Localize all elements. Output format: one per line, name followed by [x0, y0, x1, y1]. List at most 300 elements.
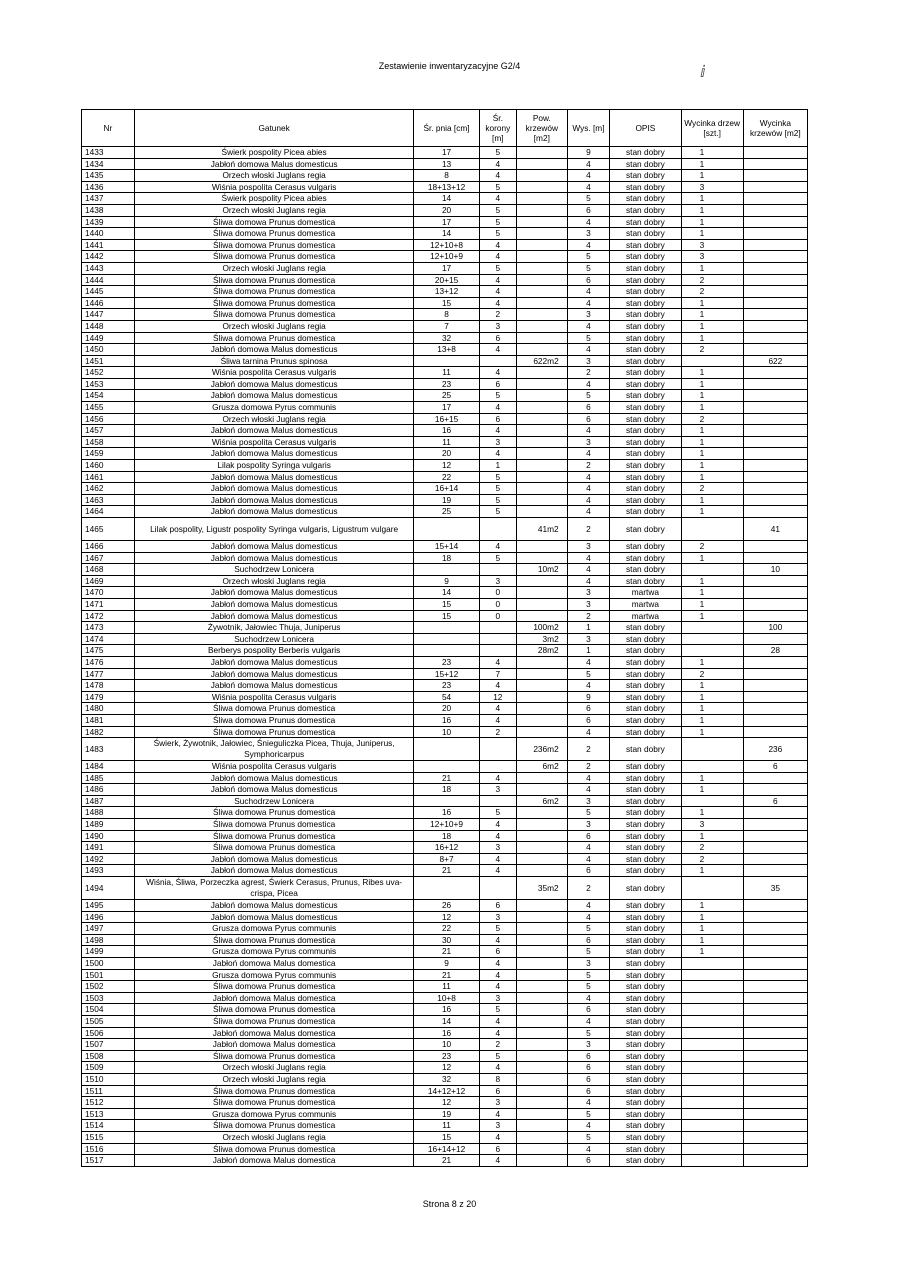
table-row — [82, 1131, 808, 1143]
cell-nr: 1503 — [82, 992, 135, 1004]
cell-tree-removal — [681, 992, 743, 1004]
cell-nr: 1511 — [82, 1085, 135, 1097]
cell-tree-removal: 3 — [681, 239, 743, 251]
cell-species: Śliwa domowa Prunus domestica — [134, 228, 414, 240]
cell-crown: 4 — [479, 251, 516, 263]
cell-area — [516, 1155, 567, 1167]
cell-opis: stan dobry — [610, 1120, 681, 1132]
cell-trunk: 16 — [414, 714, 479, 726]
cell-species: Śliwa domowa Prunus domestica — [134, 830, 414, 842]
cell-tree-removal: 1 — [681, 402, 743, 414]
cell-shrub-removal — [743, 1004, 807, 1016]
cell-species: Jabłoń domowa Malus domesticus — [134, 390, 414, 402]
cell-height: 3 — [567, 633, 609, 645]
cell-nr: 1479 — [82, 691, 135, 703]
cell-nr: 1439 — [82, 216, 135, 228]
cell-tree-removal: 1 — [681, 193, 743, 205]
cell-height: 6 — [567, 714, 609, 726]
cell-height: 6 — [567, 1155, 609, 1167]
cell-species: Jabłoń domowa Malus domestica — [134, 1027, 414, 1039]
cell-opis: stan dobry — [610, 297, 681, 309]
cell-species: Jabłoń domowa Malus domestica — [134, 992, 414, 1004]
cell-area — [516, 575, 567, 587]
cell-species: Śliwa domowa Prunus domestica — [134, 934, 414, 946]
cell-opis: stan dobry — [610, 1062, 681, 1074]
header-gatunek: Gatunek — [134, 110, 414, 147]
cell-height: 4 — [567, 471, 609, 483]
cell-trunk: 14 — [414, 193, 479, 205]
table-row — [82, 923, 808, 935]
cell-trunk: 16 — [414, 1004, 479, 1016]
cell-species: Grusza domowa Pyrus communis — [134, 1108, 414, 1120]
cell-crown: 5 — [479, 204, 516, 216]
table-row — [82, 1027, 808, 1039]
cell-crown: 5 — [479, 494, 516, 506]
cell-trunk: 10 — [414, 726, 479, 738]
table-row — [82, 390, 808, 402]
cell-shrub-removal — [743, 575, 807, 587]
cell-opis: stan dobry — [610, 726, 681, 738]
cell-crown: 4 — [479, 402, 516, 414]
cell-shrub-removal — [743, 726, 807, 738]
cell-species: Śliwa domowa Prunus domestica — [134, 1004, 414, 1016]
cell-area — [516, 228, 567, 240]
cell-crown: 4 — [479, 934, 516, 946]
cell-area — [516, 842, 567, 854]
table-row — [82, 981, 808, 993]
cell-tree-removal: 1 — [681, 680, 743, 692]
cell-area — [516, 680, 567, 692]
cell-height: 4 — [567, 286, 609, 298]
table-row — [82, 575, 808, 587]
cell-tree-removal: 1 — [681, 946, 743, 958]
cell-area — [516, 923, 567, 935]
cell-crown: 3 — [479, 911, 516, 923]
cell-area — [516, 1050, 567, 1062]
cell-trunk: 16+14 — [414, 483, 479, 495]
cell-nr: 1471 — [82, 598, 135, 610]
cell-trunk: 25 — [414, 506, 479, 518]
cell-opis: stan dobry — [610, 286, 681, 298]
cell-trunk: 7 — [414, 320, 479, 332]
cell-height: 4 — [567, 911, 609, 923]
cell-tree-removal — [681, 518, 743, 541]
cell-crown — [479, 795, 516, 807]
table-row — [82, 587, 808, 599]
cell-opis: stan dobry — [610, 645, 681, 657]
cell-trunk: 30 — [414, 934, 479, 946]
cell-crown: 6 — [479, 900, 516, 912]
cell-area — [516, 193, 567, 205]
cell-species: Jabłoń domowa Malus domesticus — [134, 506, 414, 518]
cell-height: 4 — [567, 552, 609, 564]
cell-tree-removal — [681, 958, 743, 970]
cell-trunk: 22 — [414, 923, 479, 935]
cell-trunk: 21 — [414, 1155, 479, 1167]
cell-height: 2 — [567, 761, 609, 773]
cell-species: Wiśnia pospolita Cerasus vulgaris — [134, 691, 414, 703]
cell-tree-removal: 3 — [681, 181, 743, 193]
cell-species: Orzech włoski Juglans regia — [134, 575, 414, 587]
cell-area — [516, 448, 567, 460]
cell-opis: stan dobry — [610, 518, 681, 541]
cell-area — [516, 1097, 567, 1109]
cell-nr: 1495 — [82, 900, 135, 912]
cell-species: Świerk pospolity Picea abies — [134, 147, 414, 159]
cell-height: 5 — [567, 807, 609, 819]
cell-crown: 4 — [479, 1062, 516, 1074]
cell-nr: 1442 — [82, 251, 135, 263]
cell-nr: 1455 — [82, 402, 135, 414]
table-row — [82, 1097, 808, 1109]
cell-height: 3 — [567, 436, 609, 448]
cell-species: Wiśnia pospolita Cerasus vulgaris — [134, 181, 414, 193]
table-row — [82, 865, 808, 877]
cell-shrub-removal — [743, 772, 807, 784]
cell-shrub-removal: 236 — [743, 738, 807, 761]
cell-opis: stan dobry — [610, 216, 681, 228]
cell-crown: 0 — [479, 587, 516, 599]
cell-shrub-removal: 6 — [743, 795, 807, 807]
cell-height: 2 — [567, 367, 609, 379]
table-row — [82, 228, 808, 240]
cell-area — [516, 853, 567, 865]
cell-species: Grusza domowa Pyrus communis — [134, 923, 414, 935]
cell-nr: 1466 — [82, 541, 135, 553]
cell-height: 3 — [567, 228, 609, 240]
cell-shrub-removal — [743, 158, 807, 170]
cell-nr: 1506 — [82, 1027, 135, 1039]
cell-species: Jabłoń domowa Malus domestica — [134, 1155, 414, 1167]
cell-opis: stan dobry — [610, 309, 681, 321]
cell-tree-removal — [681, 795, 743, 807]
cell-height: 2 — [567, 610, 609, 622]
cell-trunk: 12 — [414, 911, 479, 923]
table-row — [82, 158, 808, 170]
cell-species: Suchodrzew Lonicera — [134, 633, 414, 645]
page-number: Strona 8 z 20 — [422, 1199, 477, 1209]
cell-opis: martwa — [610, 610, 681, 622]
cell-opis: stan dobry — [610, 807, 681, 819]
cell-species: Jabłoń domowa Malus domesticus — [134, 865, 414, 877]
cell-trunk: 21 — [414, 969, 479, 981]
cell-area — [516, 274, 567, 286]
cell-crown: 4 — [479, 1155, 516, 1167]
cell-tree-removal: 1 — [681, 911, 743, 923]
cell-height: 6 — [567, 865, 609, 877]
cell-crown: 4 — [479, 158, 516, 170]
cell-tree-removal: 1 — [681, 471, 743, 483]
cell-crown — [479, 877, 516, 900]
cell-shrub-removal: 41 — [743, 518, 807, 541]
cell-area — [516, 425, 567, 437]
cell-nr: 1487 — [82, 795, 135, 807]
cell-tree-removal — [681, 1027, 743, 1039]
cell-opis: stan dobry — [610, 413, 681, 425]
cell-height: 4 — [567, 853, 609, 865]
cell-nr: 1446 — [82, 297, 135, 309]
cell-height: 4 — [567, 900, 609, 912]
cell-trunk: 20+15 — [414, 274, 479, 286]
cell-tree-removal — [681, 355, 743, 367]
cell-tree-removal — [681, 633, 743, 645]
cell-crown — [479, 761, 516, 773]
cell-opis: stan dobry — [610, 564, 681, 576]
cell-nr: 1512 — [82, 1097, 135, 1109]
table-row — [82, 436, 808, 448]
cell-nr: 1457 — [82, 425, 135, 437]
cell-nr: 1443 — [82, 262, 135, 274]
cell-species: Grusza domowa Pyrus communis — [134, 402, 414, 414]
cell-nr: 1445 — [82, 286, 135, 298]
cell-shrub-removal — [743, 1039, 807, 1051]
cell-crown: 5 — [479, 923, 516, 935]
cell-crown: 1 — [479, 460, 516, 472]
cell-opis: stan dobry — [610, 147, 681, 159]
cell-area — [516, 344, 567, 356]
cell-nr: 1453 — [82, 378, 135, 390]
cell-trunk: 25 — [414, 390, 479, 402]
table-row — [82, 147, 808, 159]
cell-opis: stan dobry — [610, 911, 681, 923]
cell-opis: stan dobry — [610, 958, 681, 970]
cell-opis: stan dobry — [610, 262, 681, 274]
cell-species: Śliwa domowa Prunus domestica — [134, 297, 414, 309]
cell-opis: martwa — [610, 587, 681, 599]
cell-species: Wiśnia pospolita Cerasus vulgaris — [134, 436, 414, 448]
cell-shrub-removal — [743, 483, 807, 495]
cell-crown: 6 — [479, 946, 516, 958]
cell-species: Śliwa domowa Prunus domestica — [134, 332, 414, 344]
cell-height: 4 — [567, 320, 609, 332]
cell-height: 9 — [567, 691, 609, 703]
cell-height: 6 — [567, 1062, 609, 1074]
cell-crown: 4 — [479, 541, 516, 553]
cell-species: Wiśnia pospolita Cerasus vulgaris — [134, 761, 414, 773]
cell-nr: 1434 — [82, 158, 135, 170]
table-row — [82, 900, 808, 912]
cell-species: Orzech włoski Juglans regia — [134, 1062, 414, 1074]
cell-nr: 1468 — [82, 564, 135, 576]
cell-height: 1 — [567, 622, 609, 634]
cell-crown: 5 — [479, 228, 516, 240]
cell-opis: stan dobry — [610, 853, 681, 865]
cell-nr: 1480 — [82, 703, 135, 715]
cell-opis: stan dobry — [610, 923, 681, 935]
cell-nr: 1463 — [82, 494, 135, 506]
header-row — [82, 110, 808, 147]
cell-shrub-removal — [743, 911, 807, 923]
cell-height: 4 — [567, 506, 609, 518]
cell-nr: 1498 — [82, 934, 135, 946]
table-row — [82, 714, 808, 726]
cell-nr: 1477 — [82, 668, 135, 680]
table-body — [82, 147, 808, 1167]
header-height: Wys. [m] — [567, 110, 609, 147]
cell-opis: stan dobry — [610, 934, 681, 946]
cell-area — [516, 1108, 567, 1120]
cell-height: 3 — [567, 541, 609, 553]
cell-height: 5 — [567, 946, 609, 958]
cell-crown: 4 — [479, 367, 516, 379]
table-row — [82, 1085, 808, 1097]
cell-area — [516, 506, 567, 518]
cell-shrub-removal: 28 — [743, 645, 807, 657]
cell-trunk: 11 — [414, 367, 479, 379]
cell-area — [516, 1004, 567, 1016]
cell-area — [516, 587, 567, 599]
cell-trunk: 19 — [414, 494, 479, 506]
cell-trunk: 20 — [414, 448, 479, 460]
cell-nr: 1500 — [82, 958, 135, 970]
cell-shrub-removal: 35 — [743, 877, 807, 900]
cell-opis: stan dobry — [610, 668, 681, 680]
cell-tree-removal: 1 — [681, 170, 743, 182]
header-trunk-diameter: Śr. pnia [cm] — [414, 110, 479, 147]
cell-trunk — [414, 622, 479, 634]
cell-crown: 4 — [479, 425, 516, 437]
table-row — [82, 1039, 808, 1051]
cell-trunk: 10 — [414, 1039, 479, 1051]
cell-species: Śliwa domowa Prunus domestica — [134, 981, 414, 993]
cell-area — [516, 772, 567, 784]
cell-opis: stan dobry — [610, 251, 681, 263]
cell-opis: stan dobry — [610, 483, 681, 495]
table-row — [82, 286, 808, 298]
cell-species: Świerk pospolity Picea abies — [134, 193, 414, 205]
cell-height: 4 — [567, 181, 609, 193]
cell-crown: 2 — [479, 726, 516, 738]
cell-species: Jabłoń domowa Malus domesticus — [134, 680, 414, 692]
cell-shrub-removal — [743, 598, 807, 610]
cell-shrub-removal — [743, 1108, 807, 1120]
cell-opis: stan dobry — [610, 946, 681, 958]
cell-tree-removal: 1 — [681, 436, 743, 448]
cell-height: 4 — [567, 656, 609, 668]
cell-area — [516, 598, 567, 610]
cell-crown: 4 — [479, 1108, 516, 1120]
cell-crown: 4 — [479, 830, 516, 842]
cell-trunk: 9 — [414, 958, 479, 970]
cell-crown: 5 — [479, 181, 516, 193]
cell-height: 6 — [567, 703, 609, 715]
cell-trunk: 11 — [414, 1120, 479, 1132]
cell-tree-removal: 1 — [681, 262, 743, 274]
cell-nr: 1478 — [82, 680, 135, 692]
cell-crown: 5 — [479, 552, 516, 564]
cell-species: Śliwa domowa Prunus domestica — [134, 1097, 414, 1109]
cell-trunk: 23 — [414, 656, 479, 668]
cell-opis: stan dobry — [610, 1039, 681, 1051]
cell-trunk: 20 — [414, 703, 479, 715]
cell-area — [516, 204, 567, 216]
cell-species: Jabłoń domowa Malus domesticus — [134, 378, 414, 390]
cell-area — [516, 946, 567, 958]
header-nr: Nr — [82, 110, 135, 147]
cell-shrub-removal — [743, 367, 807, 379]
cell-tree-removal: 2 — [681, 413, 743, 425]
cell-area — [516, 262, 567, 274]
inventory-table — [81, 109, 808, 1167]
cell-nr: 1488 — [82, 807, 135, 819]
cell-nr: 1435 — [82, 170, 135, 182]
cell-shrub-removal — [743, 1143, 807, 1155]
table-row — [82, 726, 808, 738]
cell-height: 5 — [567, 262, 609, 274]
cell-shrub-removal — [743, 460, 807, 472]
cell-trunk: 14 — [414, 587, 479, 599]
table-row — [82, 842, 808, 854]
table-row — [82, 448, 808, 460]
cell-height: 1 — [567, 645, 609, 657]
cell-crown: 3 — [479, 784, 516, 796]
cell-trunk: 18+13+12 — [414, 181, 479, 193]
table-row — [82, 598, 808, 610]
cell-species: Orzech włoski Juglans regia — [134, 170, 414, 182]
cell-tree-removal: 1 — [681, 923, 743, 935]
table-row — [82, 807, 808, 819]
cell-tree-removal: 1 — [681, 460, 743, 472]
table-row — [82, 355, 808, 367]
cell-nr: 1490 — [82, 830, 135, 842]
cell-species: Jabłoń domowa Malus domesticus — [134, 483, 414, 495]
table-row — [82, 320, 808, 332]
header-shrub-area: Pow. krzewów [m2] — [516, 110, 567, 147]
cell-species: Śliwa tarnina Prunus spinosa — [134, 355, 414, 367]
cell-nr: 1460 — [82, 460, 135, 472]
cell-nr: 1481 — [82, 714, 135, 726]
cell-crown: 5 — [479, 147, 516, 159]
cell-area — [516, 911, 567, 923]
cell-shrub-removal: 622 — [743, 355, 807, 367]
cell-area: 6m2 — [516, 795, 567, 807]
cell-area — [516, 1015, 567, 1027]
cell-height: 2 — [567, 460, 609, 472]
table-row — [82, 992, 808, 1004]
table-row — [82, 830, 808, 842]
cell-area — [516, 1062, 567, 1074]
cell-opis: stan dobry — [610, 656, 681, 668]
table-row — [82, 262, 808, 274]
cell-nr: 1440 — [82, 228, 135, 240]
cell-opis: stan dobry — [610, 784, 681, 796]
cell-tree-removal — [681, 1073, 743, 1085]
cell-area — [516, 1073, 567, 1085]
table-row — [82, 795, 808, 807]
cell-height: 5 — [567, 390, 609, 402]
cell-tree-removal: 1 — [681, 309, 743, 321]
cell-species: Jabłoń domowa Malus domesticus — [134, 784, 414, 796]
cell-tree-removal — [681, 1097, 743, 1109]
cell-height: 4 — [567, 680, 609, 692]
cell-species: Orzech włoski Juglans regia — [134, 413, 414, 425]
cell-opis: stan dobry — [610, 541, 681, 553]
cell-trunk: 10+8 — [414, 992, 479, 1004]
table-row — [82, 460, 808, 472]
cell-nr: 1436 — [82, 181, 135, 193]
cell-trunk: 23 — [414, 1050, 479, 1062]
cell-species: Lilak pospolity Syringa vulgaris — [134, 460, 414, 472]
cell-nr: 1489 — [82, 819, 135, 831]
cell-area — [516, 807, 567, 819]
table-row — [82, 1108, 808, 1120]
cell-opis: stan dobry — [610, 355, 681, 367]
cell-tree-removal: 1 — [681, 506, 743, 518]
cell-trunk — [414, 633, 479, 645]
cell-crown: 3 — [479, 992, 516, 1004]
cell-height: 4 — [567, 448, 609, 460]
cell-nr: 1437 — [82, 193, 135, 205]
